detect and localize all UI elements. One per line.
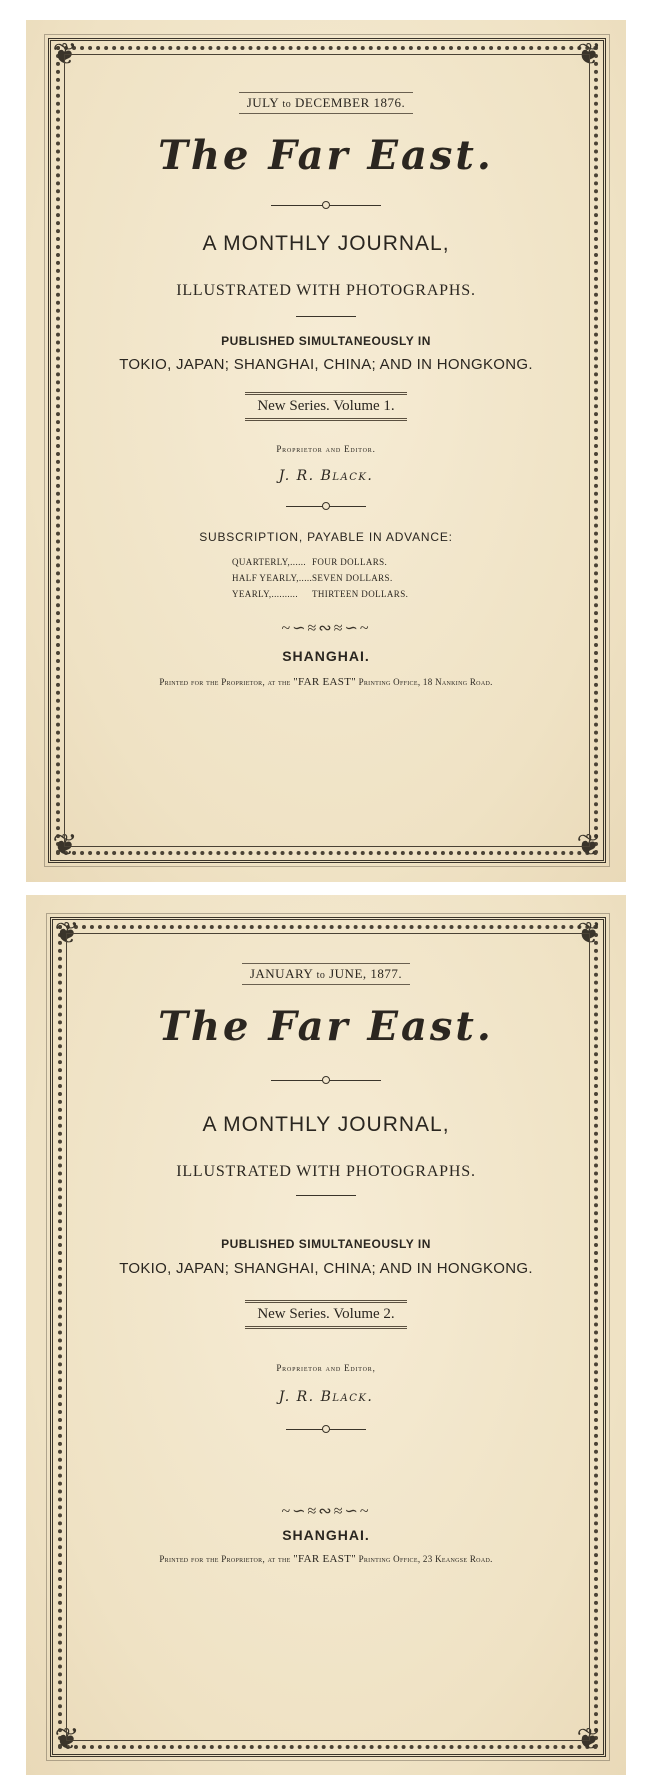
date-start: JANUARY — [249, 966, 313, 981]
journal-title: The Far East. — [158, 1003, 494, 1050]
subscription-table — [232, 554, 452, 602]
corner-ornament-icon: ❦ — [576, 38, 602, 71]
subscription-price: THIRTEEN DOLLARS. — [312, 589, 409, 599]
editor-name: J. R. Black. — [278, 1389, 374, 1405]
journal-subtitle: A MONTHLY JOURNAL, — [202, 232, 450, 255]
corner-ornament-icon: ❦ — [52, 829, 78, 862]
place-of-publication: SHANGHAI. — [282, 648, 370, 664]
journal-title: The Far East. — [158, 132, 494, 179]
ornamental-rule — [286, 1424, 366, 1434]
printing-office-address: Printing Office, 18 Nanking Road. — [358, 677, 493, 687]
date-end: JUNE, 1877. — [329, 966, 403, 981]
date-range — [26, 92, 626, 114]
series-volume: New Series. Volume 1. — [245, 392, 406, 421]
journal-subtitle: A MONTHLY JOURNAL, — [202, 1113, 450, 1136]
corner-ornament-icon: ❦ — [576, 829, 602, 862]
printing-office-address: Printing Office, 23 Keangse Road. — [358, 1554, 493, 1564]
divider — [296, 316, 356, 317]
date-end: DECEMBER 1876. — [294, 95, 406, 110]
corner-ornament-icon: ❦ — [576, 1723, 602, 1756]
cities-line: TOKIO, JAPAN; SHANGHAI, CHINA; AND IN HONGKONG. — [119, 356, 533, 373]
place-of-publication: SHANGHAI. — [282, 1527, 370, 1543]
series-box — [26, 1300, 626, 1329]
printer-line — [26, 1553, 626, 1565]
ornamental-rule — [286, 501, 366, 511]
illustrated-line: ILLUSTRATED WITH PHOTOGRAPHS. — [176, 1163, 476, 1180]
corner-ornament-icon: ❦ — [576, 917, 602, 950]
corner-ornament-icon: ❦ — [54, 917, 80, 950]
corner-ornament-icon: ❦ — [54, 1723, 80, 1756]
printing-office-name: "FAR EAST" — [293, 1553, 356, 1565]
cities-line: TOKIO, JAPAN; SHANGHAI, CHINA; AND IN HONGKONG. — [119, 1260, 533, 1277]
date-start: JULY — [246, 95, 279, 110]
printing-office-name: "FAR EAST" — [293, 676, 356, 688]
illustrated-line: ILLUSTRATED WITH PHOTOGRAPHS. — [176, 282, 476, 299]
published-line: PUBLISHED SIMULTANEOUSLY IN — [221, 334, 431, 348]
subscription-heading: SUBSCRIPTION, PAYABLE IN ADVANCE: — [199, 530, 453, 544]
subscription-row — [232, 554, 452, 570]
subscription-period: QUARTERLY,...... — [232, 557, 307, 567]
proprietor-label: Proprietor and Editor, — [276, 1363, 376, 1373]
printed-for: Printed for the Proprietor, at the — [159, 677, 291, 687]
subscription-period: HALF YEARLY,..... — [232, 573, 313, 583]
proprietor-label: Proprietor and Editor. — [276, 444, 376, 454]
series-box — [26, 392, 626, 421]
subscription-row — [232, 570, 452, 586]
corner-ornament-icon: ❦ — [52, 38, 78, 71]
printer-line — [26, 676, 626, 688]
date-range — [26, 963, 626, 985]
flourish-ornament-icon: ~∽≈∾≈∽~ — [281, 1503, 371, 1520]
date-to: to — [316, 970, 326, 981]
subscription-price: SEVEN DOLLARS. — [312, 573, 393, 583]
ornamental-rule — [271, 200, 381, 210]
subscription-period: YEARLY,.......... — [232, 589, 298, 599]
ornamental-rule — [271, 1075, 381, 1085]
title-page-1877 — [26, 895, 626, 1775]
editor-name: J. R. Black. — [278, 468, 374, 484]
flourish-ornament-icon: ~∽≈∾≈∽~ — [281, 620, 371, 637]
published-line: PUBLISHED SIMULTANEOUSLY IN — [221, 1237, 431, 1251]
title-page-1876 — [26, 20, 626, 882]
subscription-price: FOUR DOLLARS. — [312, 557, 388, 567]
divider — [296, 1195, 356, 1196]
subscription-row — [232, 586, 452, 602]
series-volume: New Series. Volume 2. — [245, 1300, 406, 1329]
date-to: to — [282, 99, 292, 110]
printed-for: Printed for the Proprietor, at the — [159, 1554, 291, 1564]
